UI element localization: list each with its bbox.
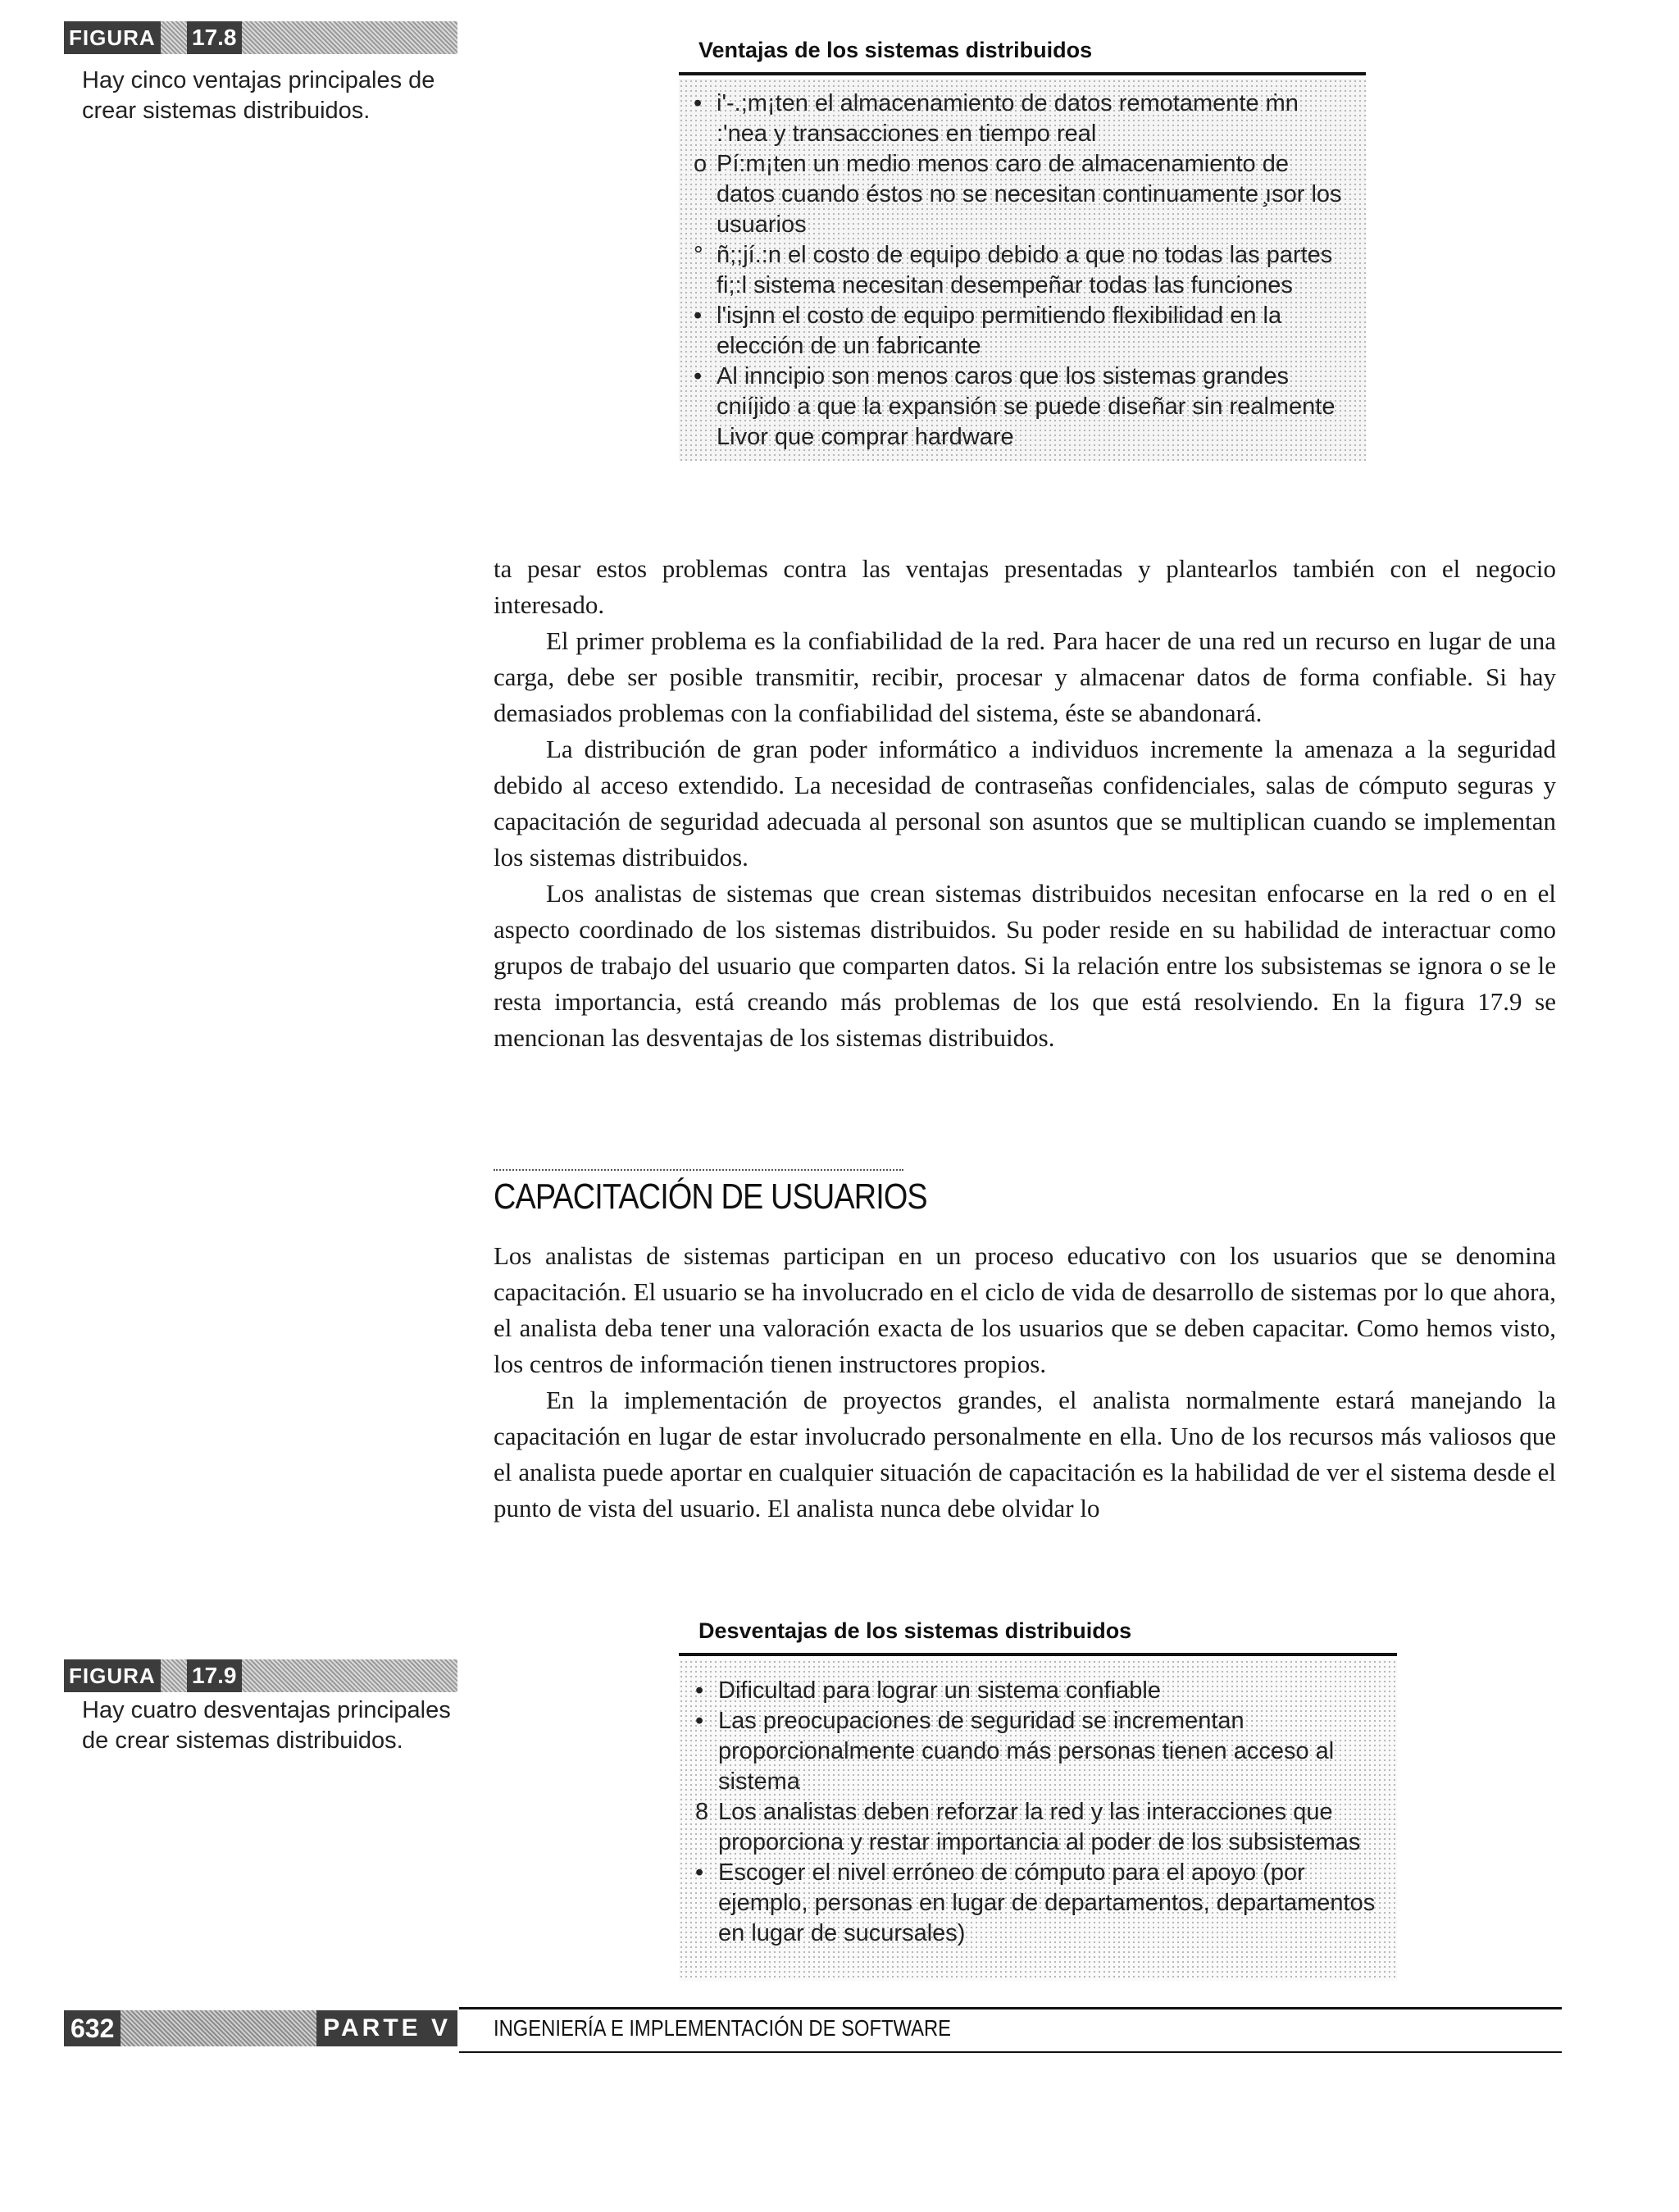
- section-rule: [494, 1169, 903, 1171]
- section-heading: CAPACITACIÓN DE USUARIOS: [494, 1177, 927, 1217]
- footer-bar: [64, 2010, 457, 2046]
- list-item: • Las preocupaciones de seguridad se incrementan proporcionalmente cuando más personas tienen acceso al sistema: [695, 1708, 1335, 1795]
- figure-tag: FIGURA: [64, 1659, 161, 1692]
- figure-17-8-list: [694, 89, 1349, 453]
- list-item: 8 Los analistas deben reforzar la red y las interacciones que proporciona y restar importancia al poder de los subsistemas: [695, 1799, 1361, 1855]
- page-number: 632: [64, 2010, 121, 2046]
- part-label: PARTE V: [316, 2010, 457, 2046]
- figure-17-8-title: Ventajas de los sistemas distribuidos: [698, 38, 1093, 62]
- body-paragraph: ta pesar estos problemas contra las ventajas presentadas y plantearlos también con el negocio interesado.: [494, 554, 1556, 619]
- footer-rule: [459, 2051, 1562, 2053]
- figure-number: 17.8: [187, 21, 242, 54]
- list-item: • Escoger el nivel erróneo de cómputo para el apoyo (por ejemplo, personas en lugar de departamentos, departamentos en lugar de sucursales): [695, 1859, 1376, 1946]
- figure-17-9-caption: Hay cuatro desventajas principales de crear sistemas distribuidos.: [82, 1697, 451, 1754]
- list-item: o Pí:m¡ten un medio menos caro de almacenamiento de datos cuando éstos no se necesitan continuamente ̧ısor los usuarios: [694, 151, 1342, 238]
- body-paragraph: Los analistas de sistemas que crean sistemas distribuidos necesitan enfocarse en la red o en el aspecto coordinado de los sistemas distribuidos. Su poder reside en su habilidad de interactuar como grupos de trabajo del usuario que comparten datos. Si la relación entre los subsistemas se ignora o se le resta importancia, está creando más problemas de los que está resolviendo. En la figura 17.9 se mencionan las desventajas de los sistemas distribuidos.: [494, 879, 1556, 1052]
- footer-rule: [459, 2007, 1562, 2009]
- body-paragraph: En la implementación de proyectos grandes, el analista normalmente estará manejando la capacitación en lugar de estar involucrado personalmente en ella. Uno de los recursos más valiosos que el analista puede aportar en cualquier situación de capacitación es la habilidad de ver el sistema desde el punto de vista del usuario. El analista nunca debe olvidar lo: [494, 1386, 1556, 1522]
- section-text: [494, 1238, 1556, 1527]
- figure-17-9-label: [64, 1659, 457, 1692]
- running-title: INGENIERÍA E IMPLEMENTACIÓN DE SOFTWARE: [494, 2015, 952, 2041]
- list-item: • Dificultad para lograr un sistema confiable: [695, 1677, 1161, 1704]
- figure-17-9-title: Desventajas de los sistemas distribuidos: [698, 1618, 1132, 1643]
- figure-number: 17.9: [187, 1659, 242, 1692]
- list-item: • Al inncipio son menos caros que los sistemas grandes cniíjido a que la expansión se puede diseñar sin realmente Livor que comprar hardware: [694, 363, 1335, 450]
- figure-tag: FIGURA: [64, 21, 161, 54]
- figure-17-8-rule: [679, 72, 1366, 75]
- figure-17-8-caption: Hay cinco ventajas principales de crear sistemas distribuidos.: [82, 67, 435, 124]
- body-text: [494, 551, 1556, 1056]
- body-paragraph: El primer problema es la confiabilidad de la red. Para hacer de una red un recurso en lugar de una carga, debe ser posible transmitir, recibir, procesar y almacenar datos de forma confiable. Si hay demasiados problemas con la confiabilidad del sistema, éste se abandonará.: [494, 626, 1556, 727]
- figure-17-9-list: [695, 1676, 1384, 1949]
- figure-17-9-rule: [679, 1653, 1397, 1656]
- figure-17-8-label: [64, 21, 457, 54]
- list-item: • i'-.;m¡ten el almacenamiento de datos remotamente ṁn :'nea y transacciones en tiempo real: [694, 90, 1299, 147]
- body-paragraph: La distribución de gran poder informático a individuos incremente la amenaza a la seguridad debido al acceso extendido. La necesidad de contraseñas confidenciales, salas de cómputo seguras y capacitación de seguridad adecuada al personal son asuntos que se multiplican cuando se implementan los sistemas distribuidos.: [494, 735, 1556, 872]
- list-item: • l'isjnn el costo de equipo permitiendo flexibilidad en la elección de un fabricante: [694, 303, 1282, 359]
- list-item: ° ñ;;jí.:n el costo de equipo debido a que no todas las partes fi;:l sistema necesitan desempeñar todas las funciones: [694, 242, 1333, 298]
- body-paragraph: Los analistas de sistemas participan en un proceso educativo con los usuarios que se denomina capacitación. El usuario se ha involucrado en el ciclo de vida de desarrollo de sistemas por lo que ahora, el analista deba tener una valoración exacta de los usuarios que se deben capacitar. Como hemos visto, los centros de información tienen instructores propios.: [494, 1241, 1556, 1378]
